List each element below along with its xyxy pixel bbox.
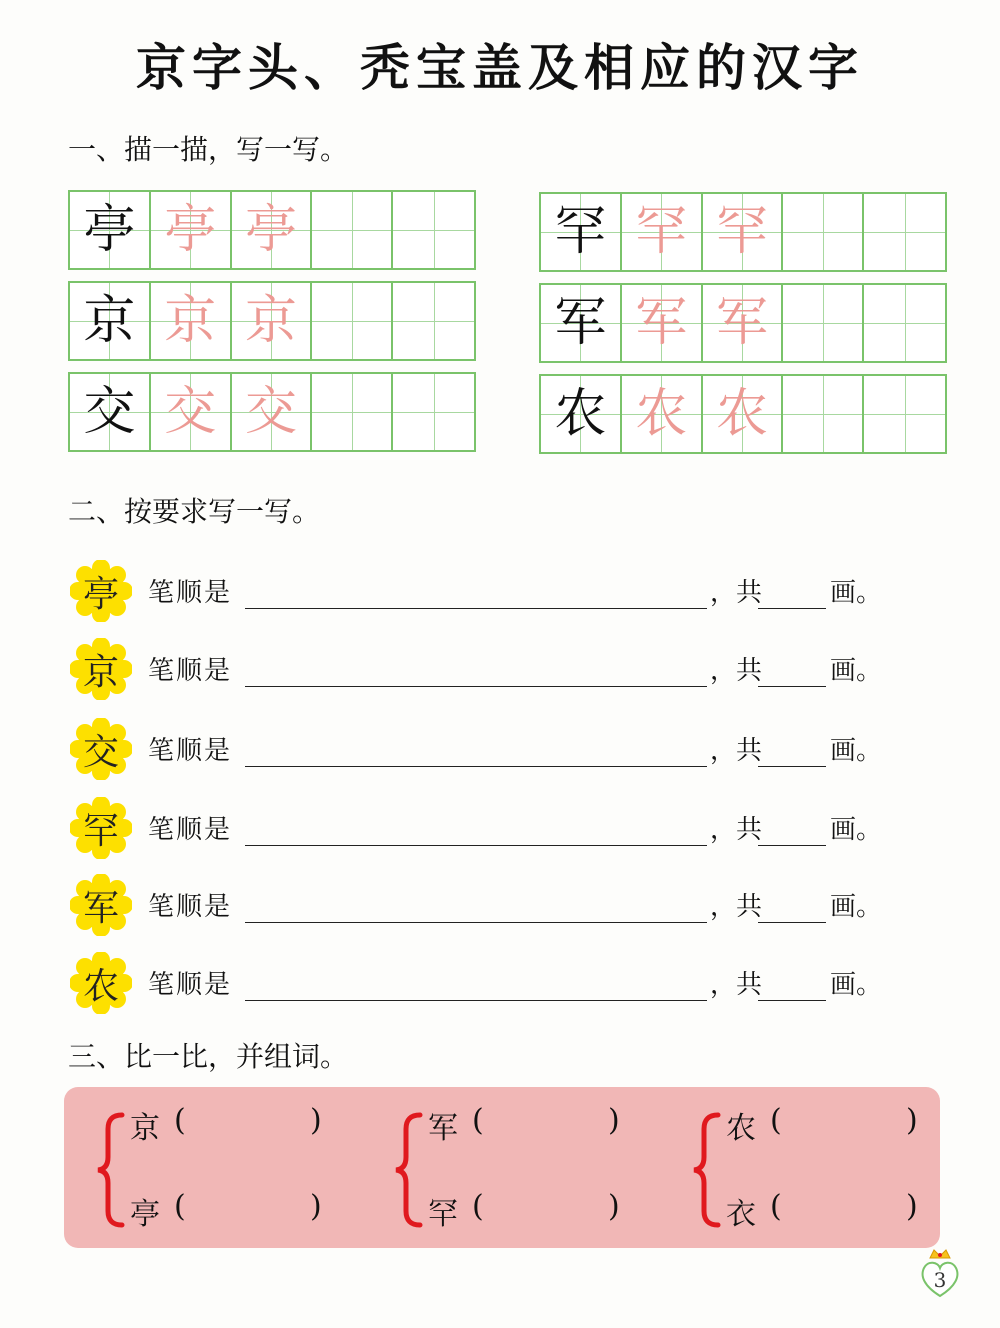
badge-char: 农: [82, 965, 119, 1007]
blank-cell[interactable]: [864, 376, 945, 452]
stroke-unit-label: 画。: [830, 815, 883, 845]
trace-cell: 军: [622, 285, 703, 361]
blank-cell[interactable]: [783, 285, 864, 361]
model-cell: 农: [541, 376, 622, 452]
stroke-count-answer-line[interactable]: [758, 845, 826, 846]
trace-cell: 军: [703, 285, 784, 361]
blank-cell[interactable]: [393, 192, 474, 268]
trace-cell: 交: [151, 374, 232, 450]
compare-entry: 京 ( ): [130, 1103, 322, 1146]
compare-entry: 衣 ( ): [726, 1189, 918, 1232]
brace-icon: [96, 1111, 126, 1229]
trace-cell: 亭: [232, 192, 313, 268]
trace-cell: 京: [151, 283, 232, 359]
model-cell: 京: [70, 283, 151, 359]
flower-badge-icon: [70, 560, 132, 622]
stroke-order-row-jiao: [70, 718, 950, 780]
stroke-order-answer-line[interactable]: [245, 686, 707, 687]
blank-cell[interactable]: [393, 374, 474, 450]
compare-entry: 农 ( ): [726, 1103, 918, 1146]
compare-entry: 军 ( ): [428, 1103, 620, 1146]
stroke-order-label: 笔顺是: [148, 736, 233, 766]
flower-badge-icon: [70, 718, 132, 780]
model-cell: 军: [541, 285, 622, 361]
compare-pair-nong-yi: [678, 1087, 958, 1248]
stroke-order-label: 笔顺是: [148, 656, 233, 686]
compare-pair-jing-ting: [82, 1087, 362, 1248]
stroke-order-answer-line[interactable]: [245, 1000, 707, 1001]
section-3-heading: 三、比一比，并组词。: [68, 1040, 349, 1073]
stroke-count-answer-line[interactable]: [758, 608, 826, 609]
badge-char: 京: [82, 651, 119, 693]
tracing-grid-nong: [539, 374, 947, 454]
compare-char: 农: [726, 1111, 756, 1146]
model-cell: 罕: [541, 194, 622, 270]
stroke-unit-label: 画。: [830, 970, 883, 1000]
stroke-count-answer-line[interactable]: [758, 1000, 826, 1001]
stroke-order-answer-line[interactable]: [245, 922, 707, 923]
badge-char: 交: [82, 731, 119, 773]
section-1-heading: 一、描一描，写一写。: [68, 133, 349, 166]
tracing-grid-jun: [539, 283, 947, 363]
model-cell: 交: [70, 374, 151, 450]
trace-cell: 交: [232, 374, 313, 450]
tracing-grid-han: [539, 192, 947, 272]
blank-cell[interactable]: [393, 283, 474, 359]
compare-char: 衣: [726, 1197, 756, 1232]
stroke-order-row-han: [70, 797, 950, 859]
trace-cell: 罕: [622, 194, 703, 270]
total-label: ，共: [710, 892, 763, 922]
stroke-count-answer-line[interactable]: [758, 686, 826, 687]
blank-cell[interactable]: [312, 374, 393, 450]
blank-cell[interactable]: [864, 285, 945, 361]
stroke-order-row-ting: [70, 560, 950, 622]
model-cell: 亭: [70, 192, 151, 268]
stroke-unit-label: 画。: [830, 656, 883, 686]
compare-char: 军: [428, 1111, 458, 1146]
trace-cell: 京: [232, 283, 313, 359]
compare-entry: 罕 ( ): [428, 1189, 620, 1232]
badge-char: 军: [82, 887, 119, 929]
flower-badge-icon: [70, 874, 132, 936]
stroke-order-row-jing: [70, 638, 950, 700]
flower-badge-icon: [70, 638, 132, 700]
stroke-order-row-jun: [70, 874, 950, 936]
flower-badge-icon: [70, 952, 132, 1014]
stroke-unit-label: 画。: [830, 578, 883, 608]
trace-cell: 农: [622, 376, 703, 452]
section-2-heading: 二、按要求写一写。: [68, 495, 321, 528]
stroke-order-label: 笔顺是: [148, 815, 233, 845]
badge-char: 亭: [82, 573, 119, 615]
trace-cell: 罕: [703, 194, 784, 270]
stroke-count-answer-line[interactable]: [758, 766, 826, 767]
tracing-grid-ting: [68, 190, 476, 270]
stroke-order-label: 笔顺是: [148, 970, 233, 1000]
stroke-order-label: 笔顺是: [148, 578, 233, 608]
trace-cell: 亭: [151, 192, 232, 268]
total-label: ，共: [710, 578, 763, 608]
page-title: 京字头、秃宝盖及相应的汉字: [136, 39, 864, 97]
tracing-grid-jing: [68, 281, 476, 361]
compare-char: 罕: [428, 1197, 458, 1232]
stroke-count-answer-line[interactable]: [758, 922, 826, 923]
trace-cell: 农: [703, 376, 784, 452]
total-label: ，共: [710, 736, 763, 766]
stroke-order-answer-line[interactable]: [245, 845, 707, 846]
page-number-badge: [918, 1246, 962, 1298]
compare-entry: 亭 ( ): [130, 1189, 322, 1232]
page-number: 3: [933, 1268, 947, 1292]
brace-icon: [394, 1111, 424, 1229]
compare-box: [64, 1087, 940, 1248]
stroke-order-label: 笔顺是: [148, 892, 233, 922]
stroke-order-answer-line[interactable]: [245, 608, 707, 609]
brace-icon: [692, 1111, 722, 1229]
stroke-unit-label: 画。: [830, 736, 883, 766]
blank-cell[interactable]: [312, 192, 393, 268]
blank-cell[interactable]: [783, 376, 864, 452]
compare-char: 亭: [130, 1197, 160, 1232]
blank-cell[interactable]: [312, 283, 393, 359]
compare-char: 京: [130, 1111, 160, 1146]
total-label: ，共: [710, 815, 763, 845]
badge-char: 罕: [82, 810, 119, 852]
compare-pair-jun-han: [380, 1087, 660, 1248]
tracing-grid-jiao: [68, 372, 476, 452]
blank-cell[interactable]: [864, 194, 945, 270]
total-label: ，共: [710, 970, 763, 1000]
blank-cell[interactable]: [783, 194, 864, 270]
stroke-order-row-nong: [70, 952, 950, 1014]
total-label: ，共: [710, 656, 763, 686]
stroke-order-answer-line[interactable]: [245, 766, 707, 767]
stroke-unit-label: 画。: [830, 892, 883, 922]
flower-badge-icon: [70, 797, 132, 859]
